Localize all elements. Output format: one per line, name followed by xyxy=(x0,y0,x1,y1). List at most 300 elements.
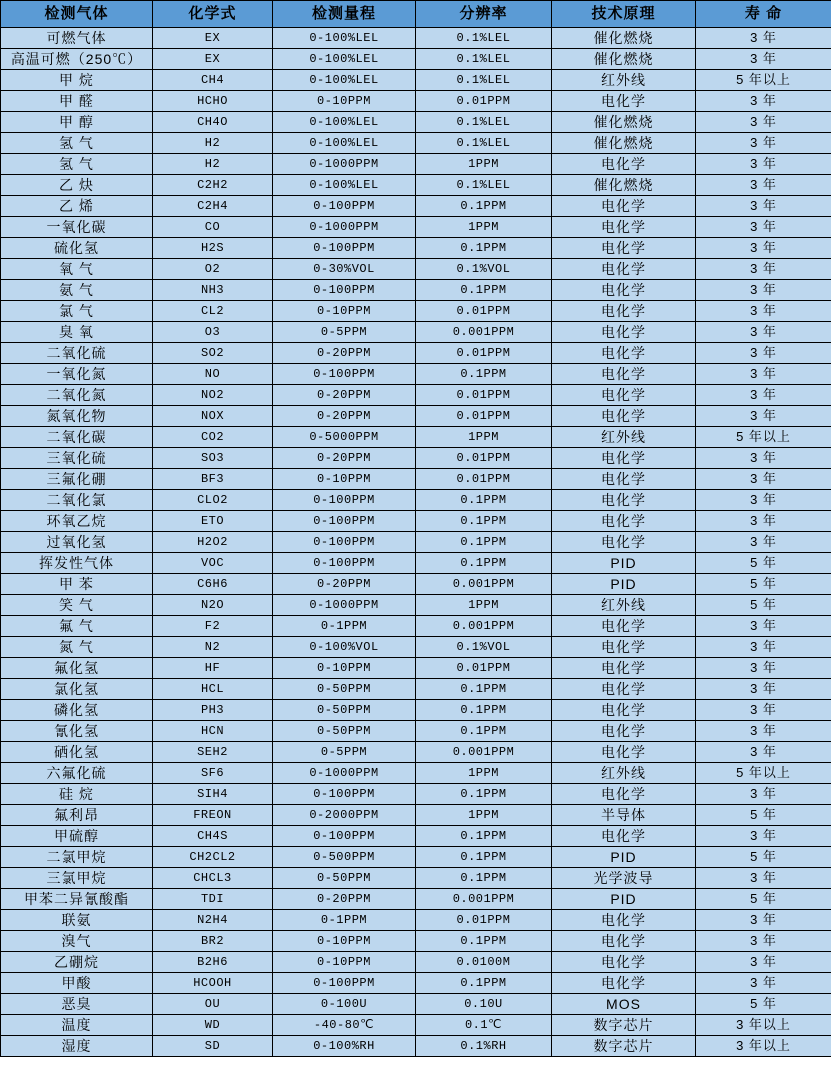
cell-principle: 催化燃烧 xyxy=(552,28,696,49)
cell-formula: WD xyxy=(153,1015,273,1036)
table-row xyxy=(1,343,831,364)
cell-principle: 电化学 xyxy=(552,742,696,763)
cell-gas: 氮 气 xyxy=(1,637,153,658)
cell-lifetime: 3 年 xyxy=(696,217,831,238)
cell-principle: 电化学 xyxy=(552,259,696,280)
table-row xyxy=(1,196,831,217)
cell-lifetime: 3 年 xyxy=(696,826,831,847)
cell-principle: 电化学 xyxy=(552,532,696,553)
table-row xyxy=(1,868,831,889)
cell-range: 0-100PPM xyxy=(273,196,416,217)
cell-resolution: 0.001PPM xyxy=(416,742,552,763)
table-row xyxy=(1,427,831,448)
cell-range: 0-1000PPM xyxy=(273,154,416,175)
cell-principle: 电化学 xyxy=(552,469,696,490)
cell-gas: 氯 气 xyxy=(1,301,153,322)
cell-principle: 电化学 xyxy=(552,700,696,721)
table-row xyxy=(1,217,831,238)
table-row xyxy=(1,154,831,175)
cell-resolution: 0.01PPM xyxy=(416,385,552,406)
cell-resolution: 0.001PPM xyxy=(416,322,552,343)
cell-resolution: 0.1℃ xyxy=(416,1015,552,1036)
table-row xyxy=(1,826,831,847)
cell-lifetime: 3 年 xyxy=(696,679,831,700)
cell-gas: 氯化氢 xyxy=(1,679,153,700)
cell-principle: MOS xyxy=(552,994,696,1015)
cell-formula: H2S xyxy=(153,238,273,259)
cell-gas: 二氯甲烷 xyxy=(1,847,153,868)
cell-formula: CH4S xyxy=(153,826,273,847)
table-row xyxy=(1,238,831,259)
cell-gas: 环氧乙烷 xyxy=(1,511,153,532)
cell-resolution: 0.1PPM xyxy=(416,364,552,385)
cell-gas: 甲 烷 xyxy=(1,70,153,91)
cell-principle: 电化学 xyxy=(552,322,696,343)
cell-lifetime: 5 年 xyxy=(696,574,831,595)
cell-formula: SEH2 xyxy=(153,742,273,763)
cell-range: 0-100PPM xyxy=(273,490,416,511)
cell-principle: 电化学 xyxy=(552,154,696,175)
cell-lifetime: 3 年 xyxy=(696,196,831,217)
table-row xyxy=(1,1015,831,1036)
column-header-gas: 检测气体 xyxy=(1,1,153,28)
cell-formula: HCN xyxy=(153,721,273,742)
cell-gas: 氟利昂 xyxy=(1,805,153,826)
column-header-resolution: 分辨率 xyxy=(416,1,552,28)
cell-principle: 半导体 xyxy=(552,805,696,826)
cell-range: 0-10PPM xyxy=(273,469,416,490)
cell-range: 0-10PPM xyxy=(273,931,416,952)
cell-gas: 笑 气 xyxy=(1,595,153,616)
cell-lifetime: 3 年 xyxy=(696,700,831,721)
cell-principle: 电化学 xyxy=(552,679,696,700)
cell-range: 0-20PPM xyxy=(273,574,416,595)
cell-lifetime: 5 年以上 xyxy=(696,70,831,91)
table-row xyxy=(1,28,831,49)
cell-resolution: 0.1PPM xyxy=(416,868,552,889)
cell-gas: 氮氧化物 xyxy=(1,406,153,427)
cell-principle: PID xyxy=(552,847,696,868)
cell-gas: 臭 氧 xyxy=(1,322,153,343)
cell-principle: PID xyxy=(552,574,696,595)
table-row xyxy=(1,700,831,721)
cell-principle: 电化学 xyxy=(552,910,696,931)
cell-gas: 甲 醛 xyxy=(1,91,153,112)
table-row xyxy=(1,595,831,616)
cell-formula: NO xyxy=(153,364,273,385)
cell-formula: N2 xyxy=(153,637,273,658)
cell-resolution: 0.1%VOL xyxy=(416,637,552,658)
cell-principle: 电化学 xyxy=(552,385,696,406)
table-row xyxy=(1,133,831,154)
cell-principle: 电化学 xyxy=(552,406,696,427)
cell-gas: 氢 气 xyxy=(1,133,153,154)
cell-range: 0-100%LEL xyxy=(273,70,416,91)
cell-principle: 催化燃烧 xyxy=(552,112,696,133)
cell-range: 0-100%LEL xyxy=(273,112,416,133)
cell-range: 0-20PPM xyxy=(273,448,416,469)
cell-resolution: 0.0100M xyxy=(416,952,552,973)
cell-lifetime: 3 年 xyxy=(696,616,831,637)
cell-resolution: 0.1%LEL xyxy=(416,133,552,154)
cell-formula: C6H6 xyxy=(153,574,273,595)
cell-range: 0-500PPM xyxy=(273,847,416,868)
cell-formula: HCHO xyxy=(153,91,273,112)
cell-gas: 一氧化氮 xyxy=(1,364,153,385)
cell-range: 0-100%LEL xyxy=(273,175,416,196)
cell-principle: 电化学 xyxy=(552,511,696,532)
column-header-principle: 技术原理 xyxy=(552,1,696,28)
cell-principle: 电化学 xyxy=(552,238,696,259)
table-row xyxy=(1,574,831,595)
cell-range: 0-1000PPM xyxy=(273,763,416,784)
cell-lifetime: 3 年 xyxy=(696,322,831,343)
cell-lifetime: 3 年 xyxy=(696,658,831,679)
cell-resolution: 0.1PPM xyxy=(416,280,552,301)
cell-principle: 催化燃烧 xyxy=(552,133,696,154)
cell-principle: 红外线 xyxy=(552,595,696,616)
cell-resolution: 0.01PPM xyxy=(416,469,552,490)
cell-gas: 氰化氢 xyxy=(1,721,153,742)
cell-range: 0-50PPM xyxy=(273,868,416,889)
cell-lifetime: 3 年 xyxy=(696,910,831,931)
cell-range: 0-100PPM xyxy=(273,973,416,994)
cell-range: 0-100PPM xyxy=(273,553,416,574)
cell-resolution: 0.1PPM xyxy=(416,490,552,511)
cell-principle: PID xyxy=(552,553,696,574)
cell-lifetime: 3 年 xyxy=(696,112,831,133)
cell-resolution: 0.1PPM xyxy=(416,931,552,952)
cell-gas: 湿度 xyxy=(1,1036,153,1057)
cell-lifetime: 3 年 xyxy=(696,406,831,427)
cell-formula: H2O2 xyxy=(153,532,273,553)
cell-lifetime: 3 年 xyxy=(696,469,831,490)
cell-range: 0-100%LEL xyxy=(273,133,416,154)
cell-resolution: 0.1PPM xyxy=(416,196,552,217)
cell-resolution: 0.01PPM xyxy=(416,910,552,931)
cell-lifetime: 3 年 xyxy=(696,448,831,469)
cell-formula: HF xyxy=(153,658,273,679)
cell-lifetime: 5 年以上 xyxy=(696,427,831,448)
cell-gas: 氨 气 xyxy=(1,280,153,301)
cell-range: 0-1PPM xyxy=(273,910,416,931)
cell-formula: CH2CL2 xyxy=(153,847,273,868)
table-row xyxy=(1,406,831,427)
cell-formula: ETO xyxy=(153,511,273,532)
cell-resolution: 1PPM xyxy=(416,427,552,448)
cell-gas: 三氧化硫 xyxy=(1,448,153,469)
cell-range: 0-20PPM xyxy=(273,889,416,910)
cell-gas: 二氧化氯 xyxy=(1,490,153,511)
cell-resolution: 1PPM xyxy=(416,805,552,826)
cell-lifetime: 5 年 xyxy=(696,994,831,1015)
cell-gas: 一氧化碳 xyxy=(1,217,153,238)
cell-gas: 三氟化硼 xyxy=(1,469,153,490)
cell-gas: 挥发性气体 xyxy=(1,553,153,574)
cell-resolution: 0.1PPM xyxy=(416,826,552,847)
cell-gas: 六氟化硫 xyxy=(1,763,153,784)
table-row xyxy=(1,511,831,532)
cell-gas: 甲 苯 xyxy=(1,574,153,595)
column-header-lifetime: 寿 命 xyxy=(696,1,831,28)
cell-range: 0-20PPM xyxy=(273,385,416,406)
cell-lifetime: 3 年 xyxy=(696,385,831,406)
cell-principle: 电化学 xyxy=(552,301,696,322)
cell-resolution: 0.1PPM xyxy=(416,532,552,553)
cell-range: 0-50PPM xyxy=(273,679,416,700)
cell-principle: 电化学 xyxy=(552,91,696,112)
cell-range: 0-100PPM xyxy=(273,280,416,301)
cell-range: 0-20PPM xyxy=(273,343,416,364)
cell-lifetime: 3 年以上 xyxy=(696,1015,831,1036)
cell-principle: 电化学 xyxy=(552,931,696,952)
table-row xyxy=(1,49,831,70)
cell-formula: NO2 xyxy=(153,385,273,406)
cell-lifetime: 3 年 xyxy=(696,343,831,364)
table-row xyxy=(1,385,831,406)
table-row xyxy=(1,931,831,952)
cell-resolution: 1PPM xyxy=(416,154,552,175)
cell-principle: 催化燃烧 xyxy=(552,175,696,196)
cell-formula: SD xyxy=(153,1036,273,1057)
cell-principle: 电化学 xyxy=(552,364,696,385)
cell-lifetime: 3 年 xyxy=(696,637,831,658)
cell-principle: 数字芯片 xyxy=(552,1036,696,1057)
cell-range: 0-100PPM xyxy=(273,784,416,805)
cell-range: 0-2000PPM xyxy=(273,805,416,826)
cell-lifetime: 3 年 xyxy=(696,784,831,805)
cell-lifetime: 3 年 xyxy=(696,532,831,553)
cell-range: 0-30%VOL xyxy=(273,259,416,280)
cell-gas: 溴气 xyxy=(1,931,153,952)
cell-lifetime: 3 年 xyxy=(696,742,831,763)
cell-lifetime: 3 年 xyxy=(696,91,831,112)
cell-gas: 氢 气 xyxy=(1,154,153,175)
cell-formula: TDI xyxy=(153,889,273,910)
cell-principle: 电化学 xyxy=(552,280,696,301)
cell-formula: H2 xyxy=(153,154,273,175)
cell-lifetime: 3 年 xyxy=(696,238,831,259)
cell-gas: 氟化氢 xyxy=(1,658,153,679)
cell-lifetime: 5 年 xyxy=(696,889,831,910)
cell-range: 0-100U xyxy=(273,994,416,1015)
cell-principle: 电化学 xyxy=(552,448,696,469)
column-header-range: 检测量程 xyxy=(273,1,416,28)
cell-resolution: 0.001PPM xyxy=(416,574,552,595)
cell-range: 0-100%VOL xyxy=(273,637,416,658)
cell-lifetime: 3 年 xyxy=(696,364,831,385)
cell-gas: 二氧化氮 xyxy=(1,385,153,406)
cell-resolution: 0.1PPM xyxy=(416,679,552,700)
cell-principle: 数字芯片 xyxy=(552,1015,696,1036)
cell-principle: 电化学 xyxy=(552,784,696,805)
table-row xyxy=(1,91,831,112)
cell-lifetime: 3 年 xyxy=(696,259,831,280)
table-row xyxy=(1,889,831,910)
cell-gas: 可燃气体 xyxy=(1,28,153,49)
cell-lifetime: 5 年 xyxy=(696,805,831,826)
cell-resolution: 0.1PPM xyxy=(416,238,552,259)
table-row xyxy=(1,112,831,133)
cell-gas: 氧 气 xyxy=(1,259,153,280)
cell-principle: 电化学 xyxy=(552,721,696,742)
cell-formula: SIH4 xyxy=(153,784,273,805)
cell-range: 0-10PPM xyxy=(273,658,416,679)
cell-lifetime: 3 年 xyxy=(696,952,831,973)
cell-range: 0-5PPM xyxy=(273,322,416,343)
cell-resolution: 0.1PPM xyxy=(416,700,552,721)
cell-principle: 电化学 xyxy=(552,343,696,364)
cell-gas: 磷化氢 xyxy=(1,700,153,721)
cell-lifetime: 5 年 xyxy=(696,595,831,616)
cell-formula: SO3 xyxy=(153,448,273,469)
table-row xyxy=(1,742,831,763)
table-row xyxy=(1,721,831,742)
cell-lifetime: 3 年 xyxy=(696,133,831,154)
cell-range: 0-100PPM xyxy=(273,238,416,259)
cell-principle: 催化燃烧 xyxy=(552,49,696,70)
cell-lifetime: 3 年 xyxy=(696,49,831,70)
cell-lifetime: 5 年以上 xyxy=(696,763,831,784)
cell-range: 0-10PPM xyxy=(273,952,416,973)
cell-formula: CHCL3 xyxy=(153,868,273,889)
cell-gas: 硫化氢 xyxy=(1,238,153,259)
cell-range: 0-5000PPM xyxy=(273,427,416,448)
cell-resolution: 0.1%LEL xyxy=(416,175,552,196)
table-row xyxy=(1,553,831,574)
cell-range: 0-100PPM xyxy=(273,826,416,847)
cell-resolution: 0.1%LEL xyxy=(416,49,552,70)
cell-resolution: 1PPM xyxy=(416,763,552,784)
table-row xyxy=(1,469,831,490)
table-header-row xyxy=(1,1,831,28)
table-row xyxy=(1,70,831,91)
table-row xyxy=(1,973,831,994)
cell-resolution: 0.1PPM xyxy=(416,784,552,805)
cell-principle: 光学波导 xyxy=(552,868,696,889)
cell-gas: 联氨 xyxy=(1,910,153,931)
cell-resolution: 1PPM xyxy=(416,595,552,616)
cell-gas: 过氧化氢 xyxy=(1,532,153,553)
cell-range: 0-5PPM xyxy=(273,742,416,763)
cell-range: -40-80℃ xyxy=(273,1015,416,1036)
cell-lifetime: 3 年 xyxy=(696,973,831,994)
cell-resolution: 0.1%LEL xyxy=(416,112,552,133)
cell-principle: 电化学 xyxy=(552,658,696,679)
cell-formula: CH4O xyxy=(153,112,273,133)
cell-formula: CO2 xyxy=(153,427,273,448)
cell-formula: CL2 xyxy=(153,301,273,322)
cell-range: 0-50PPM xyxy=(273,700,416,721)
cell-range: 0-100%RH xyxy=(273,1036,416,1057)
cell-lifetime: 3 年 xyxy=(696,490,831,511)
cell-gas: 甲硫醇 xyxy=(1,826,153,847)
cell-formula: SF6 xyxy=(153,763,273,784)
cell-formula: O2 xyxy=(153,259,273,280)
cell-resolution: 0.001PPM xyxy=(416,616,552,637)
cell-resolution: 0.1%LEL xyxy=(416,28,552,49)
cell-formula: FREON xyxy=(153,805,273,826)
cell-formula: BR2 xyxy=(153,931,273,952)
cell-gas: 甲苯二异氰酸酯 xyxy=(1,889,153,910)
cell-range: 0-1000PPM xyxy=(273,217,416,238)
cell-resolution: 1PPM xyxy=(416,217,552,238)
cell-gas: 乙 炔 xyxy=(1,175,153,196)
cell-gas: 三氯甲烷 xyxy=(1,868,153,889)
table-row xyxy=(1,847,831,868)
cell-principle: 电化学 xyxy=(552,637,696,658)
cell-range: 0-100%LEL xyxy=(273,49,416,70)
cell-resolution: 0.1PPM xyxy=(416,847,552,868)
cell-formula: VOC xyxy=(153,553,273,574)
table-row xyxy=(1,280,831,301)
cell-formula: EX xyxy=(153,49,273,70)
cell-resolution: 0.1PPM xyxy=(416,553,552,574)
cell-resolution: 0.01PPM xyxy=(416,301,552,322)
cell-resolution: 0.01PPM xyxy=(416,91,552,112)
cell-resolution: 0.01PPM xyxy=(416,343,552,364)
cell-range: 0-100PPM xyxy=(273,532,416,553)
cell-range: 0-10PPM xyxy=(273,91,416,112)
cell-formula: B2H6 xyxy=(153,952,273,973)
cell-resolution: 0.10U xyxy=(416,994,552,1015)
table-row xyxy=(1,175,831,196)
table-row xyxy=(1,490,831,511)
table-row xyxy=(1,658,831,679)
cell-formula: C2H2 xyxy=(153,175,273,196)
cell-formula: N2O xyxy=(153,595,273,616)
cell-principle: 电化学 xyxy=(552,196,696,217)
cell-lifetime: 3 年 xyxy=(696,28,831,49)
cell-formula: HCL xyxy=(153,679,273,700)
cell-lifetime: 3 年 xyxy=(696,931,831,952)
table-row xyxy=(1,952,831,973)
cell-range: 0-50PPM xyxy=(273,721,416,742)
cell-formula: H2 xyxy=(153,133,273,154)
cell-principle: 电化学 xyxy=(552,973,696,994)
cell-lifetime: 3 年 xyxy=(696,721,831,742)
cell-gas: 温度 xyxy=(1,1015,153,1036)
cell-resolution: 0.1PPM xyxy=(416,973,552,994)
cell-resolution: 0.1%LEL xyxy=(416,70,552,91)
cell-formula: SO2 xyxy=(153,343,273,364)
cell-formula: EX xyxy=(153,28,273,49)
cell-formula: PH3 xyxy=(153,700,273,721)
cell-lifetime: 5 年 xyxy=(696,847,831,868)
cell-lifetime: 3 年 xyxy=(696,511,831,532)
table-row xyxy=(1,763,831,784)
cell-resolution: 0.1PPM xyxy=(416,511,552,532)
table-row xyxy=(1,994,831,1015)
cell-principle: 电化学 xyxy=(552,826,696,847)
cell-gas: 氟 气 xyxy=(1,616,153,637)
cell-formula: BF3 xyxy=(153,469,273,490)
cell-principle: 电化学 xyxy=(552,952,696,973)
cell-formula: F2 xyxy=(153,616,273,637)
cell-range: 0-20PPM xyxy=(273,406,416,427)
cell-resolution: 0.01PPM xyxy=(416,406,552,427)
cell-principle: PID xyxy=(552,889,696,910)
table-row xyxy=(1,805,831,826)
cell-formula: CLO2 xyxy=(153,490,273,511)
cell-principle: 电化学 xyxy=(552,217,696,238)
cell-range: 0-1PPM xyxy=(273,616,416,637)
cell-lifetime: 3 年以上 xyxy=(696,1036,831,1057)
table-row xyxy=(1,637,831,658)
table-row xyxy=(1,1036,831,1057)
cell-formula: NOX xyxy=(153,406,273,427)
table-body xyxy=(1,28,831,1057)
